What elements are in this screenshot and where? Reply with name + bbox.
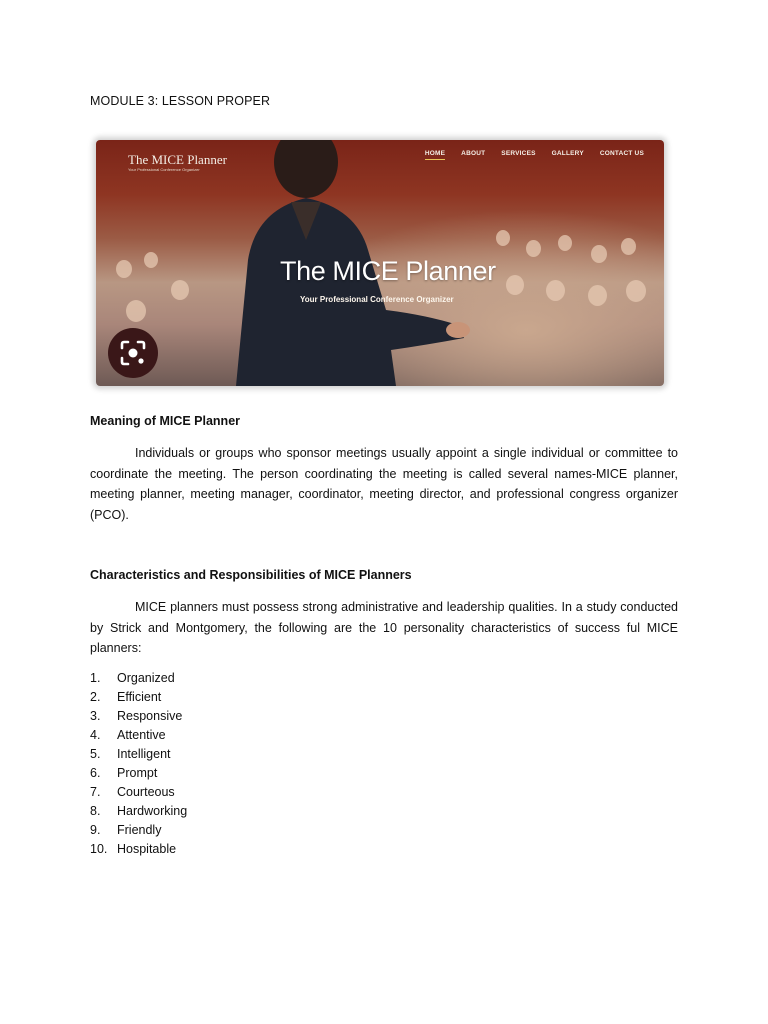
list-number: 5. [90, 747, 101, 761]
hero-nav [425, 150, 644, 160]
crowd-figure [116, 260, 132, 278]
list-item [90, 707, 187, 726]
list-number: 1. [90, 671, 101, 685]
image-search-icon [119, 339, 147, 367]
list-text: Intelligent [117, 747, 171, 761]
hero-image [96, 140, 664, 386]
list-item [90, 726, 187, 745]
crowd-figure [626, 280, 646, 302]
list-item [90, 745, 187, 764]
nav-home[interactable]: HOME [425, 150, 445, 160]
section1-heading: Meaning of MICE Planner [90, 414, 241, 428]
image-search-button[interactable] [108, 328, 158, 378]
hero-subtitle: Your Professional Conference Organizer [300, 295, 454, 304]
crowd-figure [506, 275, 524, 295]
list-item [90, 821, 187, 840]
nav-about[interactable]: ABOUT [461, 150, 486, 157]
crowd-figure [126, 300, 146, 322]
list-item [90, 688, 187, 707]
list-number: 7. [90, 785, 101, 799]
list-item [90, 783, 187, 802]
list-number: 8. [90, 804, 101, 818]
section2-paragraph: MICE planners must possess strong administrative and leadership qualities. In a study conducted by Strick and Montgomery, the following are the 10 personality characteristics of success ful MICE planners: [90, 600, 678, 655]
section2-heading: Characteristics and Responsibilities of MICE Planners [90, 568, 412, 582]
list-number: 9. [90, 823, 101, 837]
crowd-figure [588, 285, 607, 306]
list-text: Attentive [117, 728, 166, 742]
traits-list [90, 669, 187, 859]
list-number: 2. [90, 690, 101, 704]
nav-contact-us[interactable]: CONTACT US [599, 150, 644, 157]
hero-title: The MICE Planner [280, 256, 496, 286]
list-number: 6. [90, 766, 101, 780]
list-text: Responsive [117, 709, 183, 723]
crowd-figure [526, 240, 541, 257]
nav-services[interactable]: SERVICES [501, 150, 536, 157]
crowd-figure [144, 252, 158, 268]
crowd-figure [496, 230, 510, 246]
list-number: 10. [90, 842, 108, 856]
list-item [90, 764, 187, 783]
list-text: Friendly [117, 823, 162, 837]
section1-paragraph: Individuals or groups who sponsor meetings usually appoint a single individual or committee to coordinate the meeting. The person coordinating the meeting is called several names-MICE planner, meeting planner, meeting manager, coordinator, meeting director, and professional congress organizer (PCO). [90, 446, 678, 522]
list-text: Prompt [117, 766, 158, 780]
nav-gallery[interactable]: GALLERY [551, 150, 584, 157]
list-number: 3. [90, 709, 101, 723]
list-text: Organized [117, 671, 175, 685]
crowd-figure [621, 238, 636, 255]
list-item [90, 802, 187, 821]
hero-logo-tagline: Your Professional Conference Organizer [128, 167, 200, 172]
crowd-figure [546, 280, 565, 301]
hero-logo: The MICE Planner [128, 152, 227, 167]
crowd-figure [171, 280, 189, 300]
list-text: Hardworking [117, 804, 188, 818]
crowd-figure [591, 245, 607, 263]
list-text: Efficient [117, 690, 162, 704]
list-text: Hospitable [117, 842, 177, 856]
list-text: Courteous [117, 785, 175, 799]
module-title: MODULE 3: LESSON PROPER [90, 94, 271, 108]
list-number: 4. [90, 728, 101, 742]
list-item [90, 840, 187, 859]
list-item [90, 669, 187, 688]
crowd-figure [558, 235, 572, 251]
